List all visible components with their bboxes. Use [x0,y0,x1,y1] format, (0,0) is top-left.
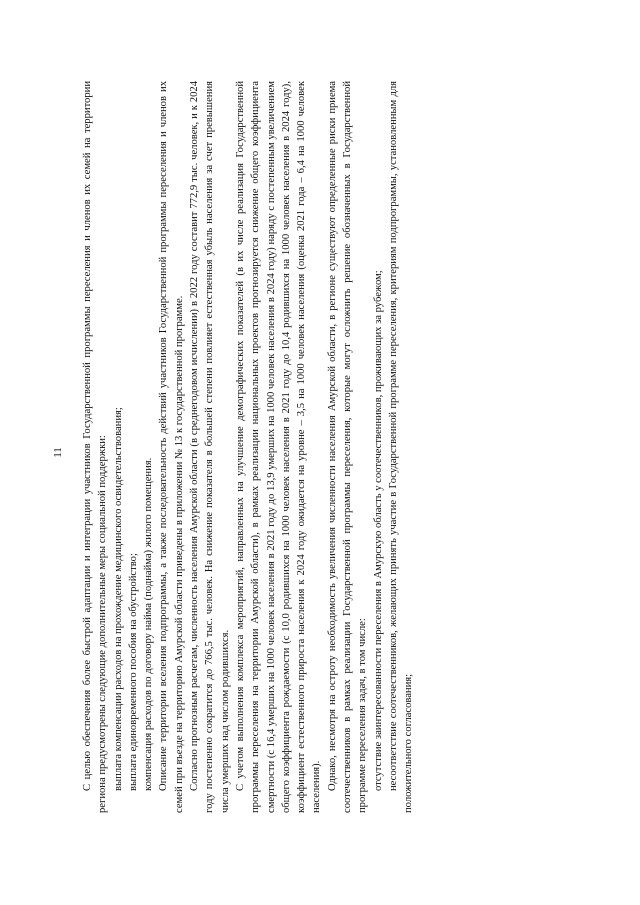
list-item-rent: компенсация расходов по договору найма (поднайма) жилого помещения. [143,457,155,791]
paragraph-territory: Описание территории вселения подпрограммы, а также последовательность действий участников Государственной программы переселения и членов их семей при въезде на территорию Амурской области приведены в приложении № 13 к государственной программе. [158,81,185,813]
list-item-allowance: выплата единовременного пособия на обустройство; [127,553,139,791]
list-item-interest: отсутствие заинтересованности переселения в Амурскую область у соотечественников, проживающих за рубежом; [372,270,384,791]
paragraph-intro: С целью обеспечения более быстрой адаптации и интеграции участников Государственной программы переселения и членов их семей на территории региона предусмотрены следующие дополнительные меры социальной поддержки: [82,81,109,813]
body-text [80,81,417,813]
page-number: 11 [52,447,64,458]
list-item-criteria: несоответствие соотечественников, желающих принять участие в Государственной программе переселения, критериям подпрограммы, установленным для положительного согласования; [387,81,415,813]
list-item-medical: выплата компенсации расходов на прохождение медицинского освидетельствования; [112,407,124,791]
paragraph-demography: С учетом выполнения комплекса мероприятий, направленных на улучшение демографических показателей (в их числе реализация Государственной программы переселения на территории Амурской области), в рамках реализации национальных проектов прогнозируется снижение общего коэффициента смертности (с 16,4 умерших на 1000 человек населения в 2021 году до 13,9 умерших на 1000 человек населения в 2024 году) наряду с постепенным увеличением общего коэффициента рождаемости (с 10,0 родившихся на 1000 человек населения в 2021 году до 10,4 родившихся на 1000 человек населения в 2024 году), коэффициент естественного прироста населения к 2024 году ожидается на уровне – 3,5 на 1000 человек населения (оценка 2021 года – 6,4 на 1000 человек населения). [234,81,323,813]
paragraph-forecast: Согласно прогнозным расчетам, численность населения Амурской области (в среднегодовом исчислении) в 2022 году составит 772,9 тыс. человек, и к 2024 году постепенно сократится до 766,5 тыс. человек. На снижение показателя в большей степени повлияет естественная убыль населения за счет превышения числа умерших над числом родившихся. [189,81,231,813]
paragraph-risks: Однако, несмотря на остроту необходимость увеличения численности населения Амурской области, в регионе существуют определенные риски приема соотечественников в рамках реализации Государственной программы переселения, которые могут осложнить решение обозначенных в Государственной программе переселения задач, в том числе: [326,81,369,813]
